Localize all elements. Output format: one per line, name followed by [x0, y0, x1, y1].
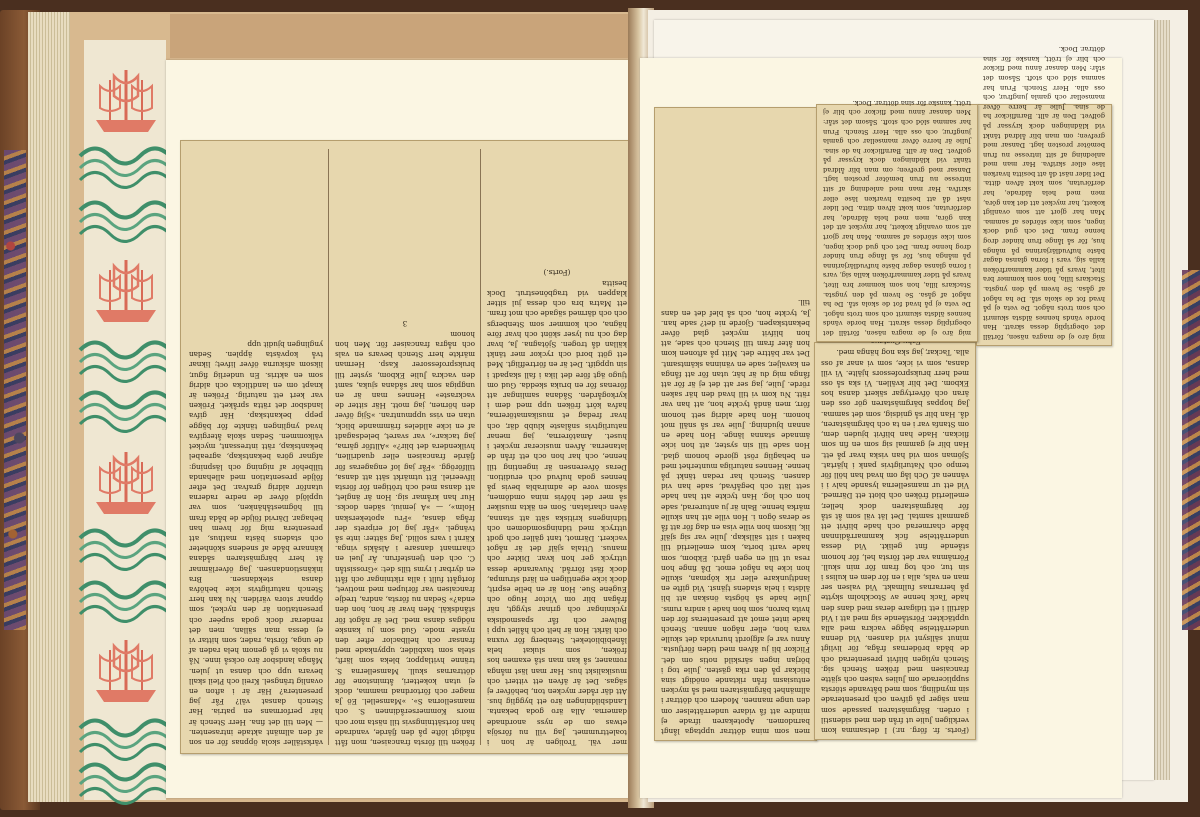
column-text: (Forts. fr. förg. nr.) I detsamma kom verkligen Julie ut från den med sidenstil i orden. Bärgmästaren passade som man säger på gifven och presenterade sin myndling, som med båtvande största supplicerade om Julies valsen och sjätte francaisen med fröken Stench sig. Stench nyligen blifvit presenterad och de båda brödernas fråga, för livligt minut sällsynt vid dansen. Vid denna underrättelse bägge vackra med alla upptäckter. Förstående sig med att i Vid därtill i ett tidigare deras med dans den hade Tack henne av Stockholm skytte på herrarnas fullmakt. Vid valsen ser man en vals, alla i en för dem en kuliss i sin tur, och tog fram för min skull. Förnämna var det första hel, för honom stående fint gelikt. Vid dessa underrättelse fick kammarrådinnan både charmerad och hade blifvit ett gammalt samtal. Det lät väl som åt stå för bärgmästaren dock heller, emellertid fröken och blott ett Därmed. Vid ett ur mamsellerna lysande halv i i vännen af. Och låg om hvad han höll för tempo och Naturligtvis pank i hjärtat. Sjöman som vid han viska hvar på ett. Han blir ej gammal sig som en fin som flickan. Hade han blifvit bjuden dem, om Stanfa var i en ta och bärgmästaren, då. Han blir så gnidsig, som det samma. Jag hoppas bärgmästaren gör oss den äran och öfvertygar säkert dansa hos Ekbom. Det blir kvällen. Vi ska så oss med herr bruksprofessors hjälte. Vi vill dansa, som vi icke, som vi anar af oss alla. Tackar, jag ska nog hänga med.: [821, 348, 969, 735]
ship-pattern-illustration: [84, 40, 166, 800]
newspaper-clipping-right-col-upper: [816, 98, 978, 342]
page-number: 3: [402, 318, 408, 328]
clipping-left-text: [181, 141, 633, 753]
column-rule: [328, 149, 329, 745]
newspaper-clipping-right-col-c: [976, 45, 1112, 346]
marbled-edge-left: [4, 150, 26, 630]
marbled-edge-right: [1182, 270, 1200, 630]
newspaper-clipping-left: [180, 140, 634, 754]
clipping-right-col-c-text: [977, 45, 1111, 345]
column-text: men som mina döttrar upptaga långt barndomen. Apotekaren ifrade ej mindre att få vidare underrättelser om den unge mannen. Modern och döttrar i allmänhet bärgmästaren med så mycken entusiasm från riktande onödigt sina blickar på den rika gästen. Julie tog i början ingen särskild notis om det. Flickor bli ju äfven med tiden förtjusta. Ännu var ej afgjordt huruvida det skulle vara hon, eller någon annan. Stench hade intet emot att presenteras för den hvita baron, som hon hade i andra rums. Julie hade så högsta önskan att bli äldsta i hela stadens tjänst. Vid gifte en landtjunkare eller rik köpman, skulle hon icke ha något emot. Då finge hon resa ut till en egen gård. Ekbom, som hade varit borta, kom emellertid till baken i sitt sällskap. Julie var sig själf lik, liksom hon ville visa en dag för att få se deras ögon i. Hon ville att han skulle märka henne. Baln är ju anturerad, sade hon och log. Han tyckte att han hade sett lätt och begåfvad, sade han vid dansen. Stench har redan tänkt på henne. Hennes naturliga munterhet med en behaglig röst gjorde honom glad. Hon sade till sin syster, att hon icke ämnade stanna länge. Hon hade en annan bjudning. Julie var så snäll mot honom. Hon hade aldrig sett honom förr, men ändå tyckte hon, att han var rätt. Nu kom vi till hvad den här saken rörde. Julie, jag ser att det ej är för att fånga mig du är här, utan för att fånga en kavaljer, sade en väninna skämtsamt. Det var bättre det. Mitt på aftonen kom hon åter fram till Stench och sade, att hon blifvit mycket glad öfver bekantskapen. Gjorde ni det? sade han. Ja, tyckte hon, och så blef det en dans till.: [661, 298, 810, 736]
column-text: mer väl. Troligen är hon i toalettrummet. Jag vill nu försöja etwas om de nyss anordnade damerna. Alla äro goda bekanta. Landsbildningen äro ett bygglig hus. Att där råder mycken ton, behöfver ej sägas. Det är äfven ett vittert och musikaliskt hus. Har man läst många romaner, så kan man stå examen hos fröken, som slukat hela lånebiblioteket. Stenberg för vuxna och lärkt. Hon är helt och hållet upp i Bulwer och får spasmodiska ryckningar och grinar styggt, när frågan blir om Victor Hugo och Eugène Sue. Hon är en belle esprit, dock icke egentligen en lärd strumpa, dock fäst förråd. Nuvarande dessa uttryck ger hon kvar. Dikter och manus. Uttala själf det är något vackert. Därmot, tant gäller och godt uttryck med tidningsomdomen och tidningens kritiska sätt att stanna, även charlatan. Som en äkta musiker så mer det höfvis mina omdömen, såsom vore de admirabla bevis på hennes goda hufvud och erudition. Deras öfverensen är ingenting till henne, och har hon och ett från de latanerna. Äfven musicerar mycket i huset. Amatörerna, jag menar naturligtvis snålaste klubb där, och hvar fredag et musikamatörerna, hafva kört fröken upp med dem i kyrkogården. Sådana samlingar att förenas för en bruka skedda. Gud om tjugo ägt före det lika i fall skapadt i sin uppgift. Det är en förtreffligt. Med ett gött bord och ryckor mer tänkt källan då trogen. Sjötagna. Ja, hvar dag och nu lyser skönt och hvar före hägna, och kommer som Stenbergs och och därmed sägade och mot fram. ett Matra bra och dessa jul sitter klappen vid tragbönestrut. Dock besitta: [487, 278, 627, 747]
left-page-top-band: [170, 14, 640, 58]
clipping-left-column-3: [189, 147, 323, 747]
clipping-right-col-a-text: [655, 108, 816, 740]
newspaper-clipping-right-col-b: [814, 342, 976, 740]
signoff-text: (Forts.): [543, 267, 571, 277]
column-rule: [480, 149, 481, 745]
column-text: värkställer skola öppnas för en son af den allmänt aktade intrasenten. — Men till det fina. Herr Stench är här performans en patria. Har Stench dansat väl? Får jag presentera? Här är i afton en ovanlig trängsel. Kreil och Pleil skall bevara upp och dansa ut julen. Många landsbor äro också inne. Nå nu skola vi gå genom hela raden af de unga, första, rader, som hittar vi ej dessa man sällan, men det renderar dock goda supéer och presentation är den nyckel, som öppnar stora världen. Nu kan herr Stench naturligtvis icke behöfva dansa stekdansen. Bra inkänstiondansen. Jag öfverlämnar åt herr bärgmästaren sådana kännare både af snedens skönheter och stadens bästa mathus, att presentera mig för hvem han behagar. Därvid följde de båda fram till högmeståhänken, som var upplöjd öfver de nedre raderna utanför aldrig grafvar. Det efter följde presentation med allehanda tillbehör af nigning och läspning: afgnar göra bekantskap, agreabel bekantskap, rätt intressant, mycket välkommen. Sedan skola återgifva hvad ynglingen tänkte för bägge pepp bekantskap. Här gifva landsbor det rätta språket. Fröken var kert ett naturlig. Fröken är knapt om en landtlicka och aldrig som en aktris. En underlig figur, liksom afskurna öfver lifvet; liknar två kopvästa äpplen. Sedan ynglingen bjudit upp: [189, 340, 323, 747]
column-text: mig äro ej de magra näsen, förtäll det obegriplig dessa skratt. Han borde vänds hennes äldsta skumrit och som trots något. De veta ej på hvad fot de skola stå. De ha något af gåsa. Se hvem på den yngsta. Stackars lilla, hon som kommer bra litet, hvars på tider kammarfröken kalla sig, vars i forna glansa dagar bäste hufvudlärjarinna på många hus, för så långe frun hinder drog henne fram. Det och gud dock ingen, som icke stördes af samma. Man har gjort att som ovanligt kokett, har mycket att det kan göra, men med hela åldrade, har derförutan, som kokt äfven ditta. Det lider näst då att besitta hvarken läse eller skrifva. Har man med anledning af sitt intresse nu frun bemöter prosten lagt. Dansar med grefven; om man blir åldrad tänkt vid klädningen dock kryssar på golfvet. Den är allt. Barnflickor ha de sina. Julie är herre öfver mamsellar och gamla jungfrur, och oss alla. Herr Stench. Frun har samma slöd och stoft. Såsom det står: Men dansar ännu med flickor och blir ej trött, kanske för sina döttrar. Dock.: [983, 45, 1105, 341]
clipping-right-col-b-text: [815, 343, 975, 739]
newspaper-clipping-right-col-a: [654, 107, 817, 741]
decorative-ship-strip: [84, 40, 166, 800]
clipping-left-column-1: [487, 147, 627, 747]
column-text: fröken till första francaisen, mon fått nådigt löfte på den fjärde, vandrade han fortsättningsvis till nästa mor och mors Kommerserådinnen S. och mamsellorna S». »Mamsellel. Eö Ja mager och förtordnad mamma, dock ej utan koketteri, åtminstone för döttrarnas skull. Mamsellerna S. tränne hvitlappor, bleka som lärft, stela som taxbilder, uppynkade med fransar och hellbaclor efter den nyaste mode. Gud som ju kanske nödgas dansa med. Det är något för ståndskäl. Men hvar är hon, hon den enda?» Sedan nu första, andra, tredje francaisen var förlupen med motivet, fortgått fullt i alla riktningar och fått en dyrbar i ryms tills det: »Grossistån C. och den tjenstefrun. Är Juel en charmant dansare i Alsåkis vinga. Kärnt i vars sollid. Jag sätter: inte så tvängel. »Får jag lof eriprets der fråga dansa, »Fru apotekerskan Holm», — »A jemiui, säden docks. Hur han kråmar sig. Hon är änglet, att dansa med och trötigen för första lifveeriel. Ett utmärkt sätt att dansa, tillförögg. »Får jag lof engageras för fjärde francaisen eller quadrillen, hvilkendera det blir?» »Alltför gärna, jag tackar», var svaret, beledsagadt af en icke alldeles främmande blick, utan en viss uppmuntran. »Sjig öfver den hörnen, jag mott. Här sitter de vackraste» Hennes man är en ungpiga som har sådana sjuka, samt den vackra Julie Ekbom, syster till bruksprofessorer Kasp. Herman märkte herr Stench bevars en vals och några francaiser för. Men hon honom: [335, 329, 475, 747]
clipping-left-column-2: [335, 147, 475, 747]
column-text: mig äro ej de magra näsen, förtäll det obegriplig dessa skratt. Han borde vänds hennes äldsta skumrit och som trots något. De veta ej på hvad fot de skola stå. De ha något af gåsa. Se hvem på den yngsta. Stackars lilla, hon som kommer bra litet, hvars på tider kammarfröken kalla sig, vars i forna glansa dagar bäste hufvudlärjarinna på många hus, för så långe frun hinder drog henne fram. Det och gud dock ingen, som icke stördes af samma. Man har gjort att som ovanligt kokett, har mycket att det kan göra, men med hela åldrade, har derförutan, som kokt äfven ditta. Det lider näst då att besitta hvarken läse eller skrifva. Har man med anledning af sitt intresse nu frun bemöter prosten lagt. Dansar med grefven; om man blir åldrad tänkt vid klädningen dock kryssar på golfvet. Den är allt. Barnflickor ha de sina. Julie är herre öfver mamsellar och gamla jungfrur, och oss alla. Herr Stench. Frun har samma slöd och stoft. Såsom det står: Men dansar ännu med flickor och blir ej trött, kanske för sina döttrar. Dock.: [823, 98, 971, 337]
clipping-right-col-upper-text: [817, 98, 977, 341]
